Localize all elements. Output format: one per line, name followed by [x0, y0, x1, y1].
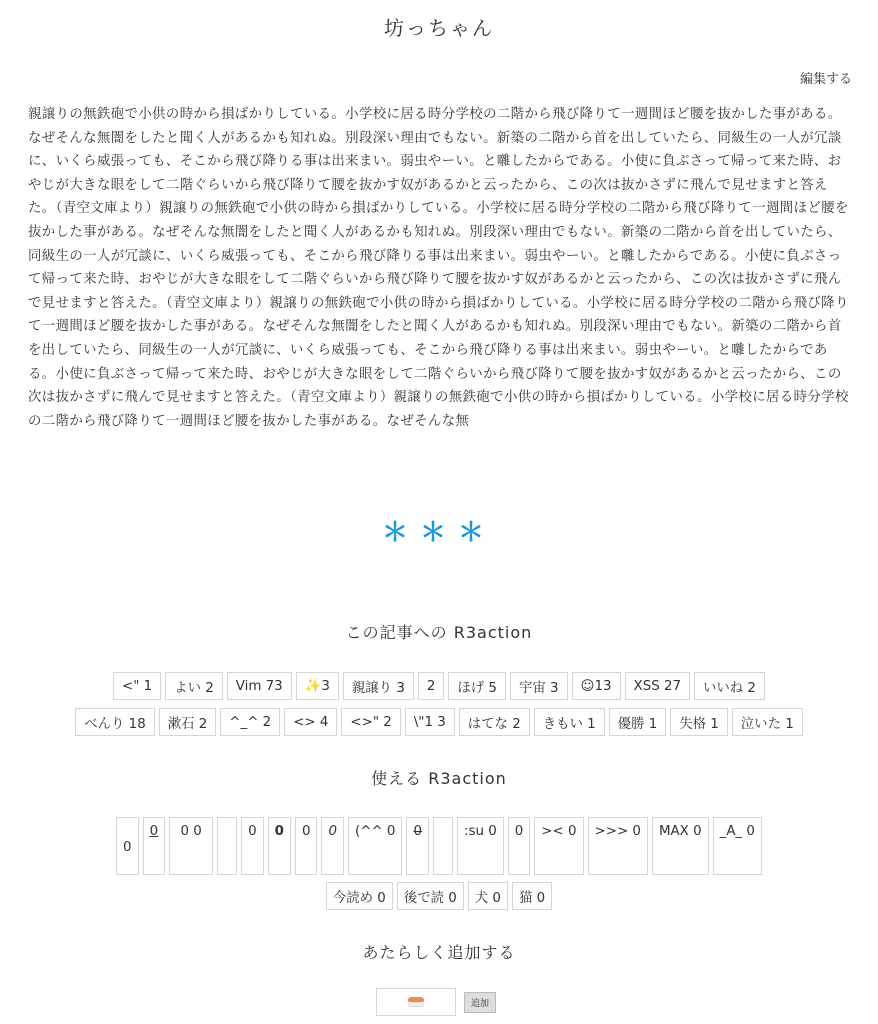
reaction-button[interactable]: 失格 1: [670, 708, 728, 736]
edit-link[interactable]: 編集する: [799, 72, 852, 87]
available-reaction-button[interactable]: 0: [508, 817, 531, 875]
reaction-button[interactable]: きもい 1: [534, 708, 605, 736]
reaction-row-2: [0, 708, 878, 736]
reaction-row-1: [0, 672, 878, 700]
add-heading: あたらしく追加する: [362, 943, 516, 962]
reaction-button[interactable]: 2: [418, 672, 445, 700]
reaction-button[interactable]: べんり 18: [75, 708, 154, 736]
available-reaction-button[interactable]: 0: [268, 817, 291, 875]
section-divider: ＊＊＊: [381, 518, 496, 548]
available-reaction-button[interactable]: >>> 0: [588, 817, 648, 875]
reaction-button[interactable]: \"1 3: [405, 708, 455, 736]
available-reaction-button[interactable]: :su 0: [457, 817, 504, 875]
available-reaction-button[interactable]: 猫 0: [512, 882, 552, 910]
page-title: 坊っちゃん: [384, 16, 494, 40]
available-reaction-button[interactable]: 後で読 0: [397, 882, 464, 910]
available-reaction-button[interactable]: MAX 0: [652, 817, 709, 875]
reaction-button[interactable]: <" 1: [113, 672, 161, 700]
reaction-button[interactable]: はてな 2: [459, 708, 530, 736]
new-reaction-input[interactable]: [376, 988, 456, 1016]
reaction-button[interactable]: ^_^ 2: [220, 708, 280, 736]
reaction-button[interactable]: ほげ 5: [448, 672, 506, 700]
reaction-button[interactable]: いいね 2: [694, 672, 765, 700]
available-reaction-button[interactable]: [433, 817, 453, 875]
available-reaction-button[interactable]: [217, 817, 237, 875]
reaction-button[interactable]: よい 2: [165, 672, 223, 700]
reaction-button-smile[interactable]: ☺13: [572, 672, 621, 700]
available-reaction-button[interactable]: >< 0: [534, 817, 583, 875]
reaction-button[interactable]: 泣いた 1: [732, 708, 803, 736]
reactions-heading: この記事への R3action: [345, 623, 533, 642]
reaction-button[interactable]: <>" 2: [341, 708, 400, 736]
available-reaction-button[interactable]: 今読め 0: [326, 882, 393, 910]
available-row-1: [0, 817, 878, 875]
available-reaction-button[interactable]: 0: [143, 817, 166, 875]
available-reaction-button[interactable]: 0: [295, 817, 318, 875]
reaction-button[interactable]: 漱石 2: [159, 708, 217, 736]
available-reaction-button[interactable]: _A_ 0: [713, 817, 762, 875]
available-heading: 使える R3action: [371, 769, 507, 788]
available-reaction-button[interactable]: 0: [116, 817, 139, 875]
available-reaction-button[interactable]: 犬 0: [468, 882, 508, 910]
available-reaction-button[interactable]: 0: [241, 817, 264, 875]
reaction-button[interactable]: Vim 73: [227, 672, 292, 700]
reaction-button[interactable]: 親譲り 3: [343, 672, 414, 700]
reaction-button[interactable]: XSS 27: [625, 672, 690, 700]
available-reaction-button[interactable]: 0: [406, 817, 429, 875]
available-reaction-button[interactable]: 0: [321, 817, 344, 875]
add-button[interactable]: 追加: [464, 992, 496, 1013]
reaction-button[interactable]: <> 4: [284, 708, 337, 736]
reaction-button-sparkle[interactable]: ✨3: [296, 672, 339, 700]
reaction-button[interactable]: 宇宙 3: [510, 672, 568, 700]
available-reaction-button[interactable]: 0 0: [169, 817, 213, 875]
available-row-2: [0, 882, 878, 910]
reaction-button[interactable]: 優勝 1: [609, 708, 667, 736]
available-reaction-button[interactable]: (^^ 0: [348, 817, 402, 875]
sushi-icon: [408, 997, 424, 1007]
article-body: 親譲りの無鉄砲で小供の時から損ばかりしている。小学校に居る時分学校の二階から飛び降りて一週間ほど腰を抜かした事がある。なぜそんな無闇をしたと聞く人があるかも知れぬ。別段深い理由でもない。新築の二階から首を出していたら、同級生の一人が冗談に、いくら威張っても、そこから飛び降りる事は出来まい。弱虫やーい。と囃したからである。小使に負ぶさって帰って来た時、おやじが大きな眼をして二階ぐらいから飛び降りて腰を抜かす奴があるかと云ったから、この次は抜かさずに飛んで見せますと答えた。（青空文庫より）親譲りの無鉄砲で小供の時から損ばかりしている。小学校に居る時分学校の二階から飛び降りて一週間ほど腰を抜かした事がある。なぜそんな無闇をしたと聞く人があるかも知れぬ。別段深い理由でもない。新築の二階から首を出していたら、同級生の一人が冗談に、いくら威張っても、そこから飛び降りる事は出来まい。弱虫やーい。と囃したからである。小使に負ぶさって帰って来た時、おやじが大きな眼をして二階ぐらいから飛び降りて腰を抜かす奴があるかと云ったから、この次は抜かさずに飛んで見せますと答えた。（青空文庫より）親譲りの無鉄砲で小供の時から損ばかりしている。小学校に居る時分学校の二階から飛び降りて一週間ほど腰を抜かした事がある。なぜそんな無闇をしたと聞く人があるかも知れぬ。別段深い理由でもない。新築の二階から首を出していたら、同級生の一人が冗談に、いくら威張っても、そこから飛び降りる事は出来まい。弱虫やーい。と囃したからである。小使に負ぶさって帰って来た時、おやじが大きな眼をして二階ぐらいから飛び降りて腰を抜かす奴があるかと云ったから、この次は抜かさずに飛んで見せますと答えた。（青空文庫より）親譲りの無鉄砲で小供の時から損ばかりしている。小学校に居る時分学校の二階から飛び降りて一週間ほど腰を抜かした事がある。なぜそんな無: [28, 107, 849, 429]
add-reaction-form: [376, 988, 496, 1016]
